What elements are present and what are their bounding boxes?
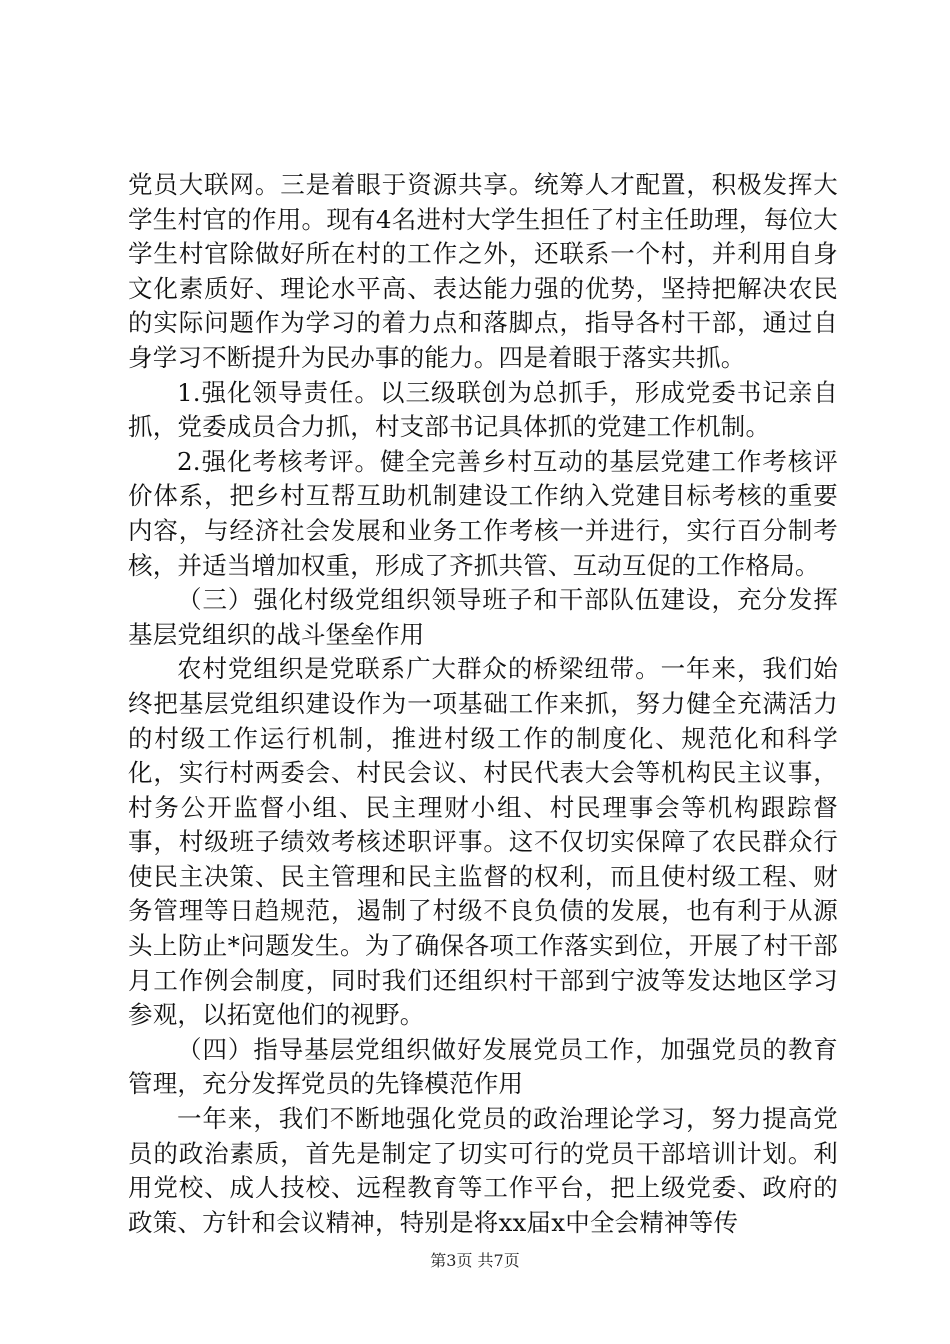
section-heading-3: （三）强化村级党组织领导班子和干部队伍建设，充分发挥基层党组织的战斗堡垒作用 — [128, 585, 838, 649]
page-number-footer: 第3页 共7页 — [430, 1251, 520, 1270]
document-body — [128, 168, 838, 1240]
paragraph-7: 一年来，我们不断地强化党员的政治理论学习，努力提高党员的政治素质，首先是制定了切实可行的党员干部培训计划。利用党校、成人技校、远程教育等工作平台，把上级党委、政府的政策、方针和会议精神，特别是将xx届x中全会精神等传 — [128, 1104, 838, 1237]
paragraph-3: 2.强化考核考评。健全完善乡村互动的基层党建工作考核评价体系，把乡村互帮互助机制建设工作纳入党建目标考核的重要内容，与经济社会发展和业务工作考核一并进行，实行百分制考核，并适当增加权重，形成了齐抓共管、互动互促的工作格局。 — [128, 446, 838, 580]
paragraph-2: 1.强化领导责任。以三级联创为总抓手，形成党委书记亲自抓，党委成员合力抓，村支部书记具体抓的党建工作机制。 — [128, 377, 838, 442]
paragraph-1: 党员大联网。三是着眼于资源共享。统筹人才配置，积极发挥大学生村官的作用。现有4名进村大学生担任了村主任助理，每位大学生村官除做好所在村的工作之外，还联系一个村，并利用自身文化素质好、理论水平高、表达能力强的优势，坚持把解决农民的实际问题作为学习的着力点和落脚点，指导各村干部，通过自身学习不断提升为民办事的能力。四是着眼于落实共抓。 — [128, 170, 838, 372]
paragraph-5: 农村党组织是党联系广大群众的桥梁纽带。一年来，我们始终把基层党组织建设作为一项基础工作来抓，努力健全充满活力的村级工作运行机制，推进村级工作的制度化、规范化和科学化，实行村两委会、村民会议、村民代表大会等机构民主议事，村务公开监督小组、民主理财小组、村民理事会等机构跟踪督事，村级班子绩效考核述职评事。这不仅切实保障了农民群众行使民主决策、民主管理和民主监督的权利，而且使村级工程、财务管理等日趋规范，遏制了村级不良负债的发展，也有利于从源头上防止*问题发生。为了确保各项工作落实到位，开展了村干部月工作例会制度，同时我们还组织村干部到宁波等发达地区学习参观，以拓宽他们的视野。 — [128, 654, 838, 1030]
section-heading-4: （四）指导基层党组织做好发展党员工作，加强党员的教育管理，充分发挥党员的先锋模范作用 — [128, 1034, 838, 1099]
